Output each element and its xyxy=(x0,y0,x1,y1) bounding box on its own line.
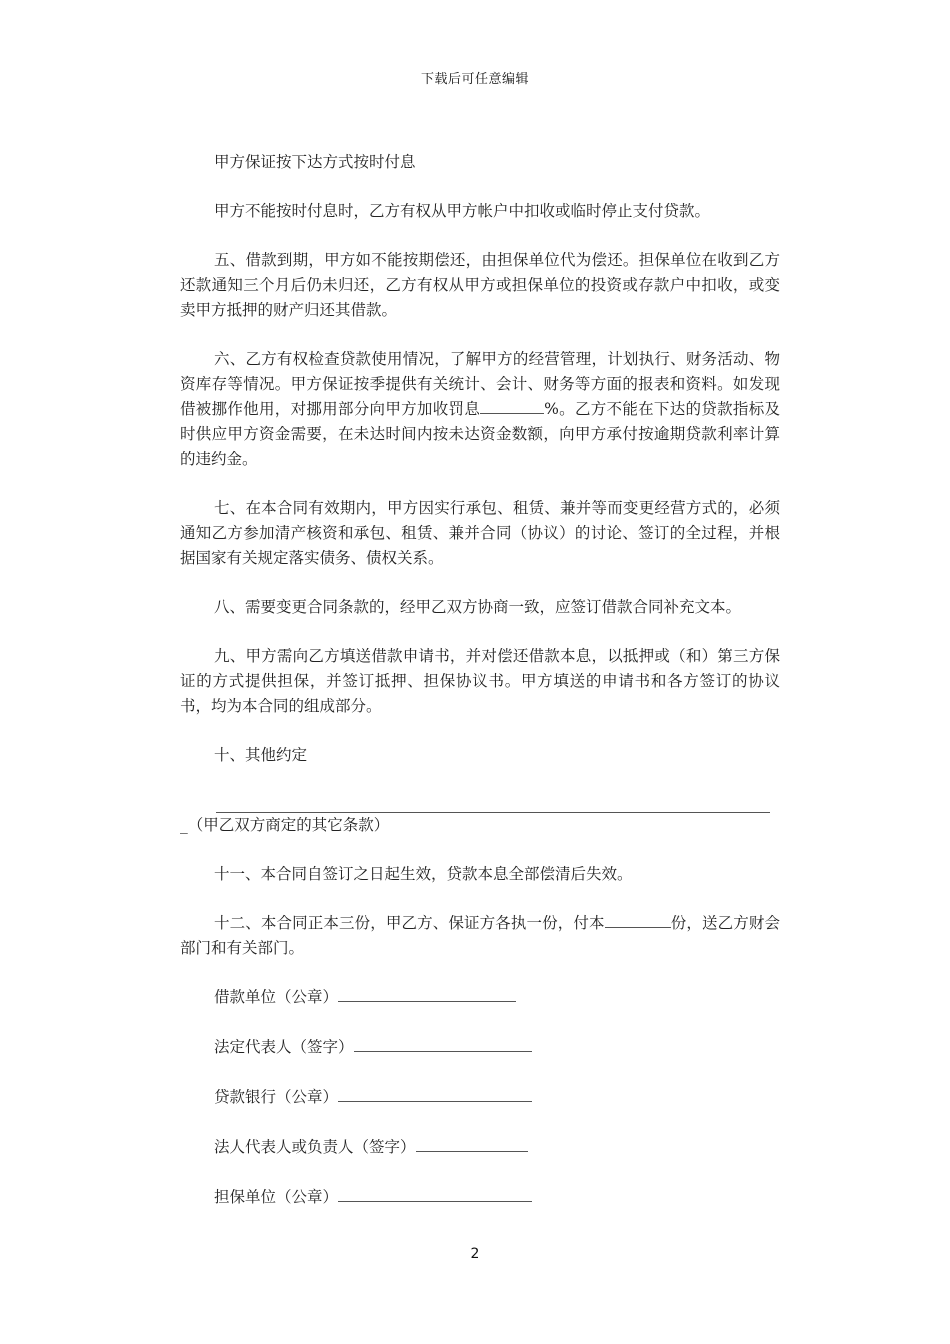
signature-legal-or-manager-label: 法人代表人或负责人（签字） xyxy=(214,1138,416,1156)
penalty-rate-blank xyxy=(480,397,544,414)
clause-5: 五、借款到期，甲方如不能按期偿还，由担保单位代为偿还。担保单位在收到乙方还款通知三个月后仍未归还，乙方有权从甲方或担保单位的投资或存款户中扣收，或变卖甲方抵押的财产归还其借款。 xyxy=(180,251,780,319)
clause-12-text-end: 份，送乙方财会部门和有关部门。 xyxy=(180,914,780,957)
signature-lender-bank xyxy=(180,1085,780,1110)
clause-10: 十、其他约定 xyxy=(214,746,308,764)
signature-guarantor-blank xyxy=(338,1185,532,1202)
signature-legal-or-manager xyxy=(180,1135,780,1160)
copies-count-blank xyxy=(605,911,671,928)
clause-6 xyxy=(180,347,780,472)
page-header: 下载后可任意编辑 xyxy=(420,72,529,87)
signature-legal-rep-label: 法定代表人（签字） xyxy=(214,1038,354,1056)
other-terms-blank xyxy=(216,792,770,813)
clause-8: 八、需要变更合同条款的，经甲乙双方协商一致，应签订借款合同补充文本。 xyxy=(214,598,742,616)
signature-borrower-blank xyxy=(338,985,516,1002)
signature-guarantor-label: 担保单位（公章） xyxy=(214,1188,339,1206)
signature-borrower-label: 借款单位（公章） xyxy=(214,988,339,1006)
page-number: 2 xyxy=(470,1246,480,1262)
signature-legal-or-manager-blank xyxy=(416,1135,528,1152)
clause-7: 七、在本合同有效期内，甲方因实行承包、租赁、兼并等而变更经营方式的，必须通知乙方参加清产核资和承包、租赁、兼并合同（协议）的讨论、签订的全过程，并根据国家有关规定落实债务、债权关系。 xyxy=(180,499,780,567)
paragraph-interest-payment: 甲方保证按下达方式按时付息 xyxy=(214,153,416,171)
signature-lender-bank-blank xyxy=(338,1085,532,1102)
signature-guarantor xyxy=(180,1185,780,1210)
clause-12 xyxy=(180,911,780,961)
signature-borrower xyxy=(180,985,780,1010)
document-body xyxy=(180,150,780,1235)
signature-legal-rep-blank xyxy=(354,1035,532,1052)
signature-lender-bank-label: 贷款银行（公章） xyxy=(214,1088,339,1106)
clause-12-text-start: 十二、本合同正本三份，甲乙方、保证方各执一份，付本 xyxy=(214,914,605,932)
clause-11: 十一、本合同自签订之日起生效，贷款本息全部偿清后失效。 xyxy=(214,865,633,883)
other-terms-note: _（甲乙双方商定的其它条款） xyxy=(180,816,390,834)
paragraph-late-interest: 甲方不能按时付息时，乙方有权从甲方帐户中扣收或临时停止支付贷款。 xyxy=(214,202,711,220)
clause-6-text-start: 六、乙方有权检查贷款使用情况，了解甲方的经营管理，计划执行、财务活动、物资库存等情况。甲方保证按季提供有关统计、会计、财务等方面的报表和资料。如发现借被挪作他用，对挪用部分向甲方加收罚息 xyxy=(180,350,780,418)
signature-legal-rep xyxy=(180,1035,780,1060)
clause-9: 九、甲方需向乙方填送借款申请书，并对偿还借款本息，以抵押或（和）第三方保证的方式提供担保，并签订抵押、担保协议书。甲方填送的申请书和各方签订的协议书，均为本合同的组成部分。 xyxy=(180,647,780,715)
clause-6-text-end: %。乙方不能在下达的贷款指标及时供应甲方资金需要，在未达时间内按未达资金数额，向甲方承付按逾期贷款利率计算的违约金。 xyxy=(180,400,780,468)
